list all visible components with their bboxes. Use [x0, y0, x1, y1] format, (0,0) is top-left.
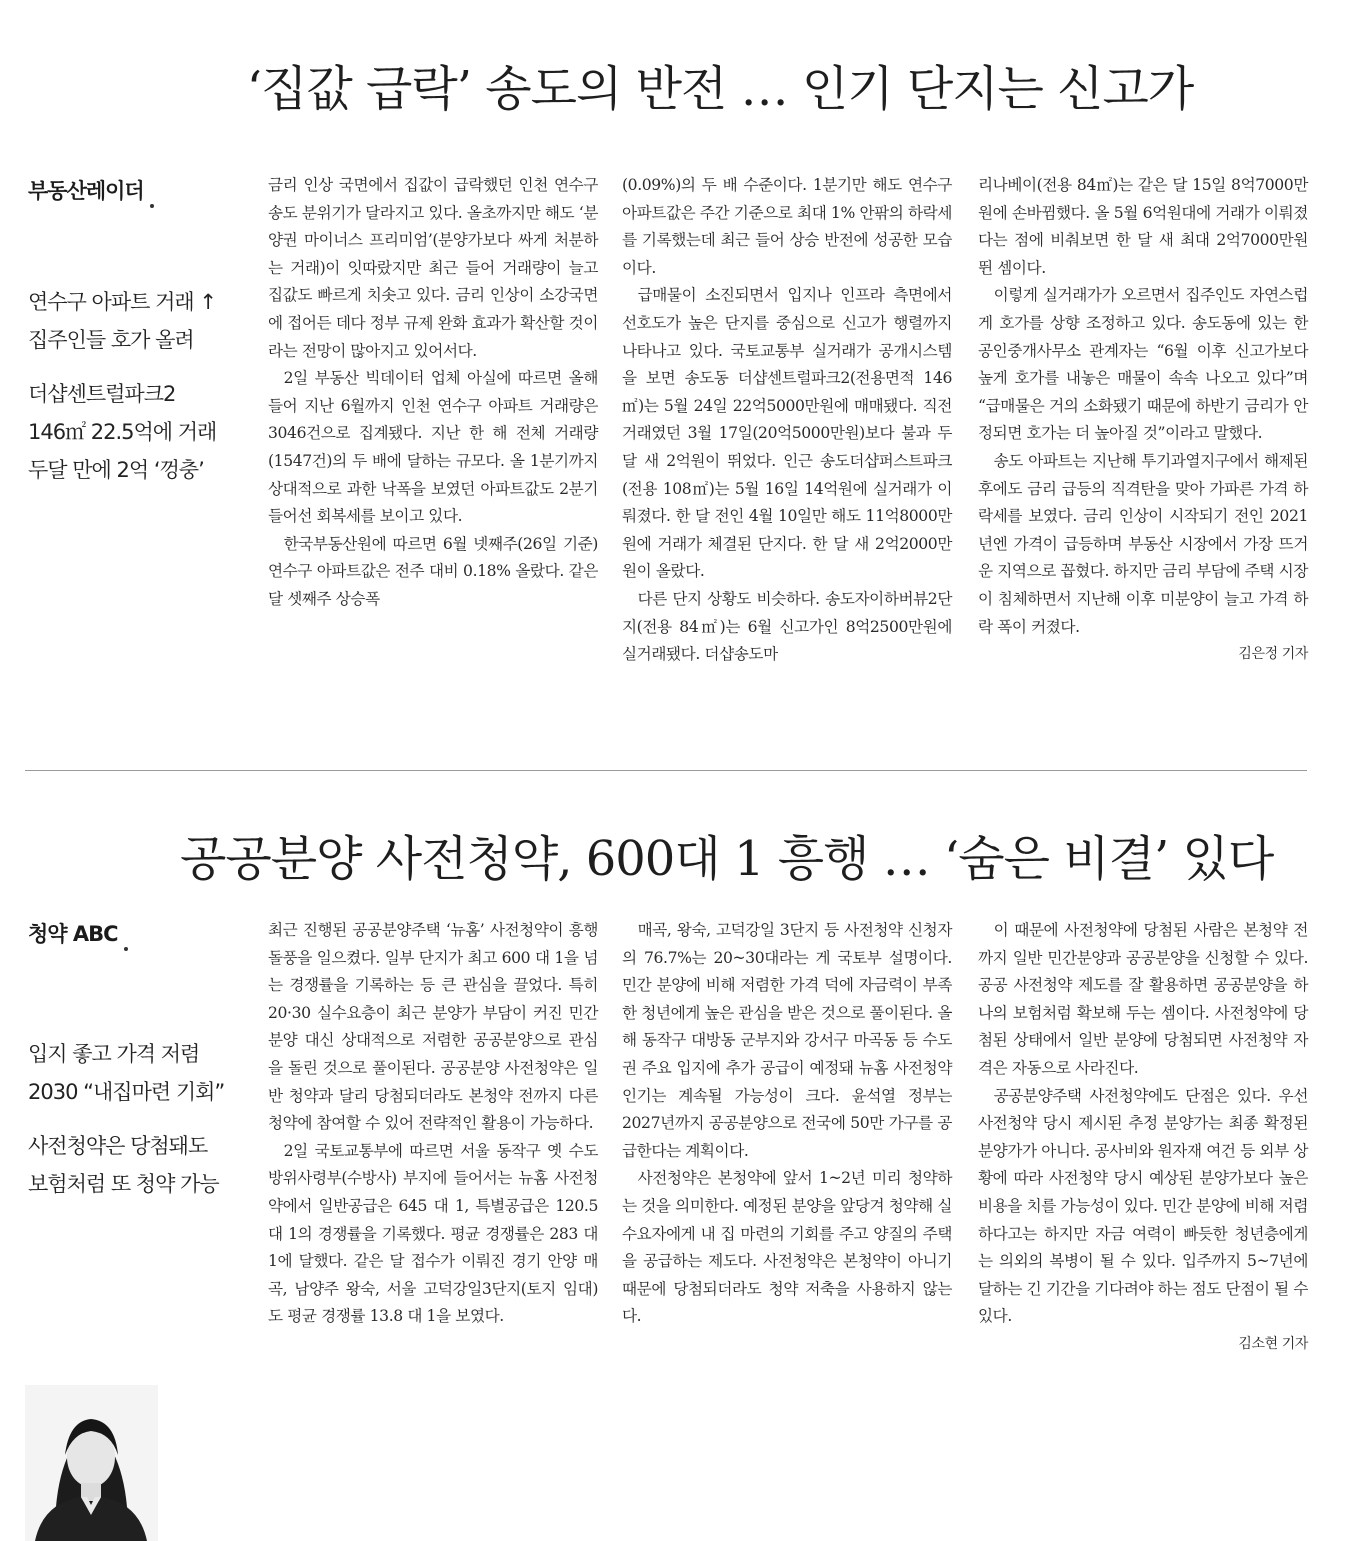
headline: ‘집값 급락’ 송도의 반전 … 인기 단지는 신고가: [246, 61, 1194, 117]
paragraph: 금리 인상 국면에서 집값이 급락했던 인천 연수구 송도 분위기가 달라지고 있다. 올초까지만 해도 ‘분양권 마이너스 프리미엄’(분양가보다 싸게 처분하는 거래)이 잇따랐지만 최근 들어 거래량이 늘고 집값도 빠르게 치솟고 있다. 금리 인상이 소강국면에 접어든 데다 정부 규제 완화 효과가 확산할 것이라는 전망이 많아지고 있어서다.: [268, 176, 598, 360]
body-column-3: [978, 172, 1308, 669]
bullet-dot-icon: [150, 204, 154, 208]
body-column-2: [622, 917, 952, 1331]
subhead-line: 두달 만에 2억 ‘껑충’: [28, 458, 204, 482]
article-subscription-abc: [0, 790, 1345, 1485]
paragraph: (0.09%)의 두 배 수준이다. 1분기만 해도 연수구 아파트값은 주간 기준으로 최대 1% 안팎의 하락세를 기록했는데 최근 들어 상승 반전에 성공한 모습이다.: [622, 176, 952, 277]
subhead-group: [28, 283, 253, 359]
paragraph: 송도 아파트는 지난해 투기과열지구에서 해제된 후에도 금리 급등의 직격탄을 맞아 가파른 가격 하락세를 보였다. 금리 인상이 시작되기 전인 2021년엔 가격이 급등하며 부동산 시장에서 가장 뜨거운 지역으로 꼽혔다. 하지만 금리 부담에 주택 시장이 침체하면서 지난해 이후 미분양이 늘고 가격 하락 폭이 커졌다.: [978, 451, 1308, 636]
byline: 김은정 기자: [1238, 646, 1308, 663]
subhead-group: [28, 1035, 253, 1111]
body-column-2: [622, 172, 952, 669]
body-column-1: [268, 172, 598, 614]
subhead-line: 집주인들 호가 올려: [28, 328, 194, 352]
paragraph: 공공분양주택 사전청약에도 단점은 있다. 우선 사전청약 당시 제시된 추정 분양가는 최종 확정된 분양가가 아니다. 공사비와 원자재 여건 등 외부 상황에 따라 사전청약 당시 예상된 분양가보다 높은 비용을 치를 가능성이 있다. 민간 분양에 비해 저렴하다고는 하지만 자금 여력이 빠듯한 청년층에게는 의외의 복병이 될 수 있다. 입주까지 5~7년에 달하는 긴 기간을 기다려야 하는 점도 단점이 될 수 있다.: [978, 1086, 1308, 1326]
subhead-line: 사전청약은 당첨돼도: [28, 1134, 208, 1158]
paragraph: 급매물이 소진되면서 입지나 인프라 측면에서 선호도가 높은 단지를 중심으로 신고가 행렬까지 나타나고 있다. 국토교통부 실거래가 공개시스템을 보면 송도동 더샵센트럴파크2(전용면적 146㎡)는 5월 24일 22억5000만원에 매매됐다. 직전 거래였던 3월 17일(20억5000만원)보다 불과 두 달 새 2억원이 뛰었다. 인근 송도더샵퍼스트파크(전용 108㎡)는 5월 16일 14억원에 실거래가 이뤄졌다. 한 달 전인 4월 10일만 해도 11억8000만원에 거래가 체결된 단지다. 한 달 새 2억2000만원이 올랐다.: [622, 286, 952, 581]
subhead-line: 2030 “내집마련 기회”: [28, 1080, 225, 1104]
body-column-1: [268, 917, 598, 1331]
section-tag: [28, 175, 154, 208]
reporter-photo: [25, 1385, 158, 1541]
paragraph: 최근 진행된 공공분양주택 ‘뉴홈’ 사전청약이 흥행 돌풍을 일으켰다. 일부 단지가 최고 600 대 1을 넘는 경쟁률을 기록하는 등 큰 관심을 끌었다. 특히 20·30 실수요층이 최근 분양가 부담이 커진 민간분양 대신 상대적으로 저렴한 공공분양으로 관심을 돌린 것으로 풀이된다. 공공분양 사전청약은 일반 청약과 달리 당첨되더라도 본청약 전까지 다른 청약에 참여할 수 있어 전략적인 활용이 가능하다.: [268, 921, 598, 1133]
subhead-line: 연수구 아파트 거래 ↑: [28, 290, 216, 314]
paragraph: 사전청약은 본청약에 앞서 1~2년 미리 청약하는 것을 의미한다. 예정된 분양을 앞당겨 청약해 실수요자에게 내 집 마련의 기회를 주고 양질의 주택을 공급하는 제도다. 사전청약은 본청약이 아니기 때문에 당첨되더라도 청약 저축을 사용하지 않는다.: [622, 1169, 952, 1326]
paragraph: 한국부동산원에 따르면 6월 넷째주(26일 기준) 연수구 아파트값은 전주 대비 0.18% 올랐다. 같은 달 셋째주 상승폭: [268, 534, 598, 608]
subhead-line: 입지 좋고 가격 저렴: [28, 1042, 200, 1066]
byline: 김소현 기자: [1238, 1335, 1308, 1352]
paragraph: 다른 단지 상황도 비슷하다. 송도자이하버뷰2단지(전용 84㎡)는 6월 신고가인 8억2500만원에 실거래됐다. 더샵송도마: [622, 589, 952, 664]
paragraph: 2일 국토교통부에 따르면 서울 동작구 옛 수도방위사령부(수방사) 부지에 들어서는 뉴홈 사전청약에서 일반공급은 645 대 1, 특별공급은 120.5 대 1의 경쟁률을 기록했다. 평균 경쟁률은 283 대 1에 달했다. 같은 달 접수가 이뤄진 경기 안양 매곡, 남양주 왕숙, 서울 고덕강일3단지(토지 임대)도 평균 경쟁률 13.8 대 1을 보였다.: [268, 1141, 598, 1326]
subhead-line: 146㎡ 22.5억에 거래: [28, 420, 217, 444]
paragraph: 리나베이(전용 84㎡)는 같은 달 15일 8억7000만원에 손바뀜했다. 올 5월 6억원대에 거래가 이뤄졌다는 점에 비춰보면 한 달 새 최대 2억7000만원 뛴 셈이다.: [978, 176, 1308, 277]
body-column-3: [978, 917, 1308, 1359]
subhead-group: [28, 375, 253, 489]
subhead-line: 보험처럼 또 청약 가능: [28, 1172, 219, 1196]
section-tag: [28, 918, 128, 951]
section-tag-label: 청약 ABC: [28, 922, 118, 946]
bullet-dot-icon: [124, 947, 128, 951]
paragraph: 이 때문에 사전청약에 당첨된 사람은 본청약 전까지 일반 민간분양과 공공분양을 신청할 수 있다. 공공 사전청약 제도를 잘 활용하면 공공분양을 하나의 보험처럼 확보해 두는 셈이다. 사전청약에 당첨된 상태에서 일반 분양에 당첨되면 사전청약 자격은 자동으로 사라진다.: [978, 921, 1308, 1077]
paragraph: 이렇게 실거래가가 오르면서 집주인도 자연스럽게 호가를 상향 조정하고 있다. 송도동에 있는 한 공인중개사무소 관계자는 “6월 이후 신고가보다 높게 호가를 내놓은 매물이 속속 나오고 있다”며 “급매물은 거의 소화됐기 때문에 하반기 금리가 안정되면 호가는 더 높아질 것”이라고 말했다.: [978, 286, 1308, 443]
subheadings: [28, 283, 253, 505]
headline: 공공분양 사전청약, 600대 1 흥행 … ‘숨은 비결’ 있다: [180, 831, 1274, 887]
subhead-group: [28, 1127, 253, 1203]
subhead-line: 더샵센트럴파크2: [28, 382, 176, 406]
section-tag-label: 부동산레이더: [28, 179, 144, 203]
article-real-estate-radar: [0, 0, 1345, 770]
reporter-portrait-icon: [25, 1385, 158, 1541]
paragraph: 매곡, 왕숙, 고덕강일 3단지 등 사전청약 신청자의 76.7%는 20~30대라는 게 국토부 설명이다. 민간 분양에 비해 저렴한 가격 덕에 자금력이 부족한 청년에게 높은 관심을 받은 것으로 풀이된다. 올해 동작구 대방동 군부지와 강서구 마곡동 등 수도권 주요 입지에 추가 공급이 예정돼 뉴홈 사전청약 인기는 계속될 가능성이 크다. 윤석열 정부는 2027년까지 공공분양으로 전국에 50만 가구를 공급한다는 계획이다.: [622, 921, 952, 1160]
paragraph: 2일 부동산 빅데이터 업체 아실에 따르면 올해 들어 지난 6월까지 인천 연수구 아파트 거래량은 3046건으로 집계됐다. 지난 한 해 전체 거래량(1547건)의 두 배에 달하는 규모다. 올 1분기까지 상대적으로 과한 낙폭을 보였던 아파트값도 2분기 들어선 회복세를 보이고 있다.: [268, 369, 598, 526]
subheadings: [28, 1035, 253, 1219]
section-divider: [25, 770, 1307, 771]
